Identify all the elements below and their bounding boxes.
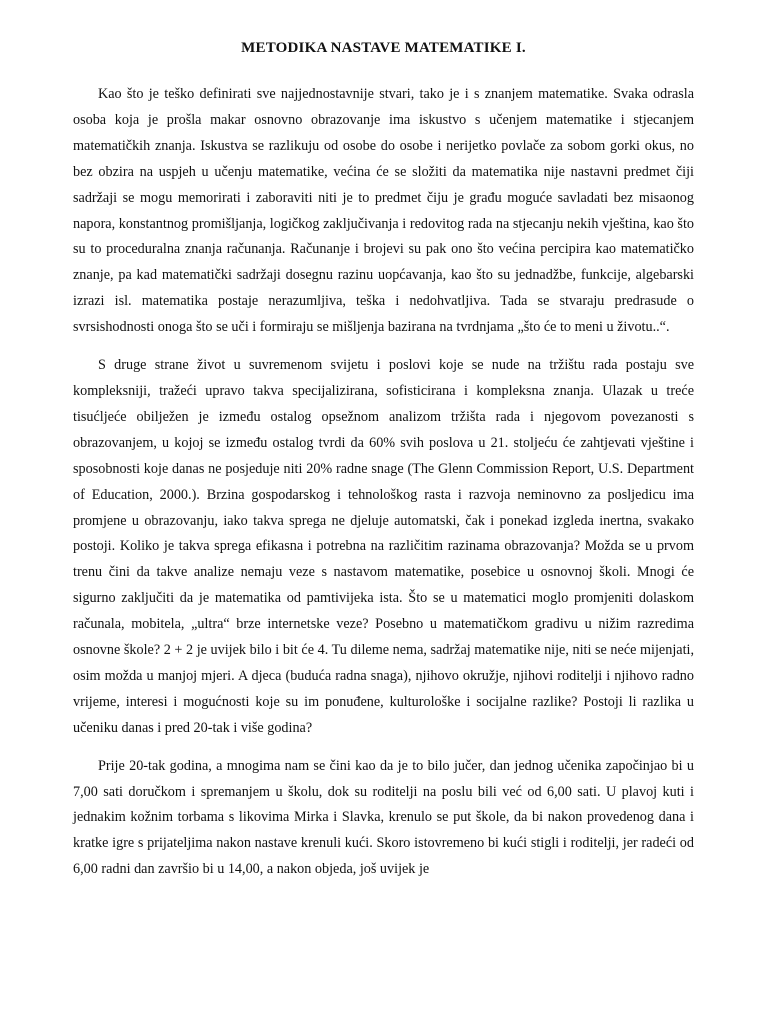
paragraph-2: S druge strane život u suvremenom svijetu i poslovi koje se nude na tržištu rada postaju sve kompleksniji, tražeći upravo takva specijalizirana, sofisticirana i kompleksna znanja. Ulazak u treće tisućljeće obilježen je između ostalog opsežnom analizom tržišta rada i njegovom povezanosti s obrazovanjem, u kojoj se između ostalog tvrdi da 60% svih poslova u 21. stoljeću će zahtjevati vještine i sposobnosti koje danas ne posjeduje niti 20% radne snage (The Glenn Commission Report, U.S. Department of Education, 2000.). Brzina gospodarskog i tehnološkog rasta i razvoja neminovno za posljedicu ima promjene u obrazovanju, iako takva sprega ne djeluje automatski, čak i ponekad izgleda inertna, svakako postoji. Koliko je takva sprega efikasna i potrebna na različitim razinama obrazovanja? Možda se u prvom trenu čini da takve analize nemaju veze s nastavom matematike, posebice u osnovnoj školi. Mnogi će sigurno zaključiti da je matematika od pamtivijeka ista. Što se u matematici moglo promjeniti dolaskom računala, mobitela, „ultra“ brze internetske veze? Posebno u matematičkom gradivu u nižim razredima osnovne škole? 2 + 2 je uvijek bilo i bit će 4. Tu dileme nema, sadržaj matematike nije, niti se neće mijenjati, osim možda u manjoj mjeri. A djeca (buduća radna snaga), njihovo okružje, njihovi roditelji i njihovo radno vrijeme, interesi i mogućnosti koje su im ponuđene, kulturološke i socijalne razlike? Postoji li razlika u učeniku danas i pred 20-tak i više godina? [73, 357, 694, 736]
document-title: METODIKA NASTAVE MATEMATIKE I. [241, 40, 526, 56]
document-page [73, 38, 694, 895]
paragraph-1: Kao što je teško definirati sve najjednostavnije stvari, tako je i s znanjem matematike. Svaka odrasla osoba koja je prošla makar osnovno obrazovanje ima iskustvo s učenjem matematike i stjecanjem matematičkih znanja. Iskustva se razlikuju od osobe do osobe i nerijetko povlače za sobom gorki okus, no bez obzira na uspjeh u učenju matematike, većina će se složiti da matematika nije nastavni predmet čiji sadržaji se mogu memorirati i zaboraviti niti je to predmet čiju je građu moguće savladati bez misaonog napora, konstantnog promišljanja, logičkog zaključivanja i redovitog rada na stjecanju nekih vještina, kao što su to proceduralna znanja računanja. Računanje i brojevi su pak ono što većina percipira kao matematičko znanje, pa kad matematički sadržaji dosegnu razinu uopćavanja, kao što su jednadžbe, funkcije, algebarski izrazi isl. matematika postaje nerazumljiva, teška i nedohvatljiva. Tada se stvaraju predrasude o svrsishodnosti onoga što se uči i formiraju se mišljenja bazirana na tvrdnjama „što će to meni u životu..“. [73, 86, 694, 336]
paragraph-3: Prije 20-tak godina, a mnogima nam se čini kao da je to bilo jučer, dan jednog učenika započinjao bi u 7,00 sati doručkom i spremanjem u školu, dok su roditelji na poslu bili već od 6,00 sati. U plavoj kuti i jednakim kožnim torbama s likovima Mirka i Slavka, krenulo se put škole, da bi nakon provedenog dana i kratke igre s prijateljima nakon nastave krenuli kući. Skoro istovremeno bi kući stigli i roditelji, jer radeći od 6,00 radni dan završio bi u 14,00, a nakon objeda, još uvijek je [73, 757, 694, 878]
